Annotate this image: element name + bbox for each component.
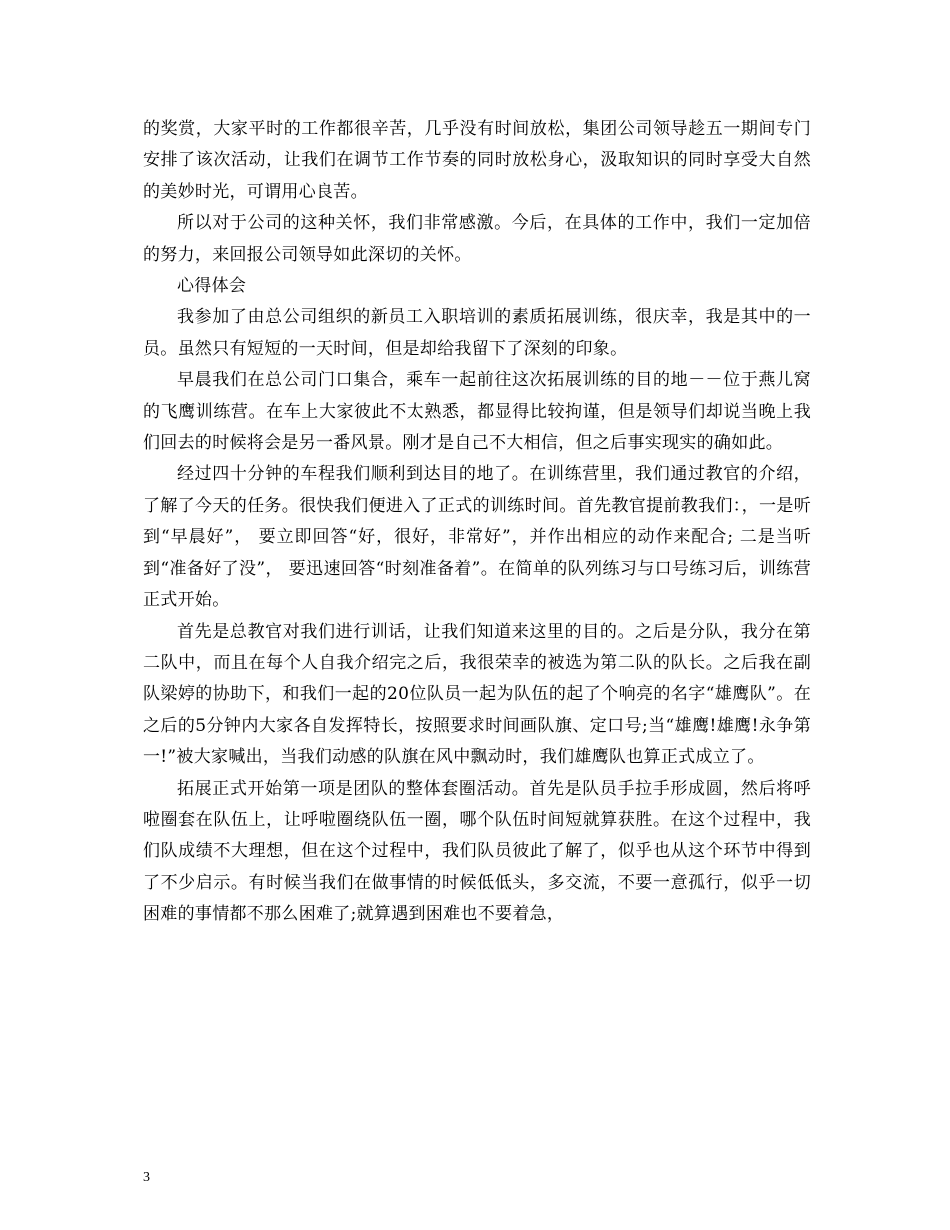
body-text bbox=[143, 114, 811, 931]
paragraph: 的奖赏，大家平时的工作都很辛苦，几乎没有时间放松，集团公司领导趁五一期间专门安排了该次活动，让我们在调节工作节奏的同时放松身心，汲取知识的同时享受大自然的美妙时光，可谓用心良苦。 bbox=[143, 119, 811, 202]
paragraph: 经过四十分钟的车程我们顺利到达目的地了。在训练营里，我们通过教官的介绍，了解了今天的任务。很快我们便进入了正式的训练时间。首先教官提前教我们：，一是听到“早晨好”， 要立即回答“好，很好，非常好”，并作出相应的动作来配合; 二是当听到“准备好了没”， 要迅速回答“时刻准备着”。在简单的队列练习与口号练习后，训练营正式开始。 bbox=[143, 464, 811, 611]
paragraph: 早晨我们在总公司门口集合，乘车一起前往这次拓展训练的目的地－－位于燕儿窝的飞鹰训练营。在车上大家彼此不太熟悉，都显得比较拘谨，但是领导们却说当晚上我们回去的时候将会是另一番风景。刚才是自己不大相信，但之后事实现实的确如此。 bbox=[143, 370, 811, 454]
section-heading: 心得体会 bbox=[177, 276, 247, 297]
paragraph: 首先是总教官对我们进行训话，让我们知道来这里的目的。之后是分队，我分在第二队中，而且在每个人自我介绍完之后，我很荣幸的被选为第二队的队长。之后我在副队梁婷的协助下，和我们一起的20位队员一起为队伍的起了个响亮的名字“雄鹰队”。在之后的5分钟内大家各自发挥特长，按照要求时间画队旗、定口号;当“雄鹰!雄鹰!永争第一!”被大家喊出，当我们动感的队旗在风中飘动时，我们雄鹰队也算正式成立了。 bbox=[143, 621, 811, 768]
paragraph: 所以对于公司的这种关怀，我们非常感激。今后，在具体的工作中，我们一定加倍的努力，来回报公司领导如此深切的关怀。 bbox=[143, 213, 811, 265]
paragraph: 我参加了由总公司组织的新员工入职培训的素质拓展训练，很庆幸，我是其中的一员。虽然只有短短的一天时间，但是却给我留下了深刻的印象。 bbox=[143, 307, 811, 359]
paragraph: 拓展正式开始第一项是团队的整体套圈活动。首先是队员手拉手形成圆，然后将呼啦圈套在队伍上，让呼啦圈绕队伍一圈，哪个队伍时间短就算获胜。在这个过程中，我们队成绩不大理想，但在这个过程中，我们队员彼此了解了，似乎也从这个环节中得到了不少启示。有时候当我们在做事情的时候低低头，多交流，不要一意孤行，似乎一切困难的事情都不那么困难了;就算遇到困难也不要着急， bbox=[143, 778, 811, 925]
page-number: 3 bbox=[143, 1170, 150, 1185]
